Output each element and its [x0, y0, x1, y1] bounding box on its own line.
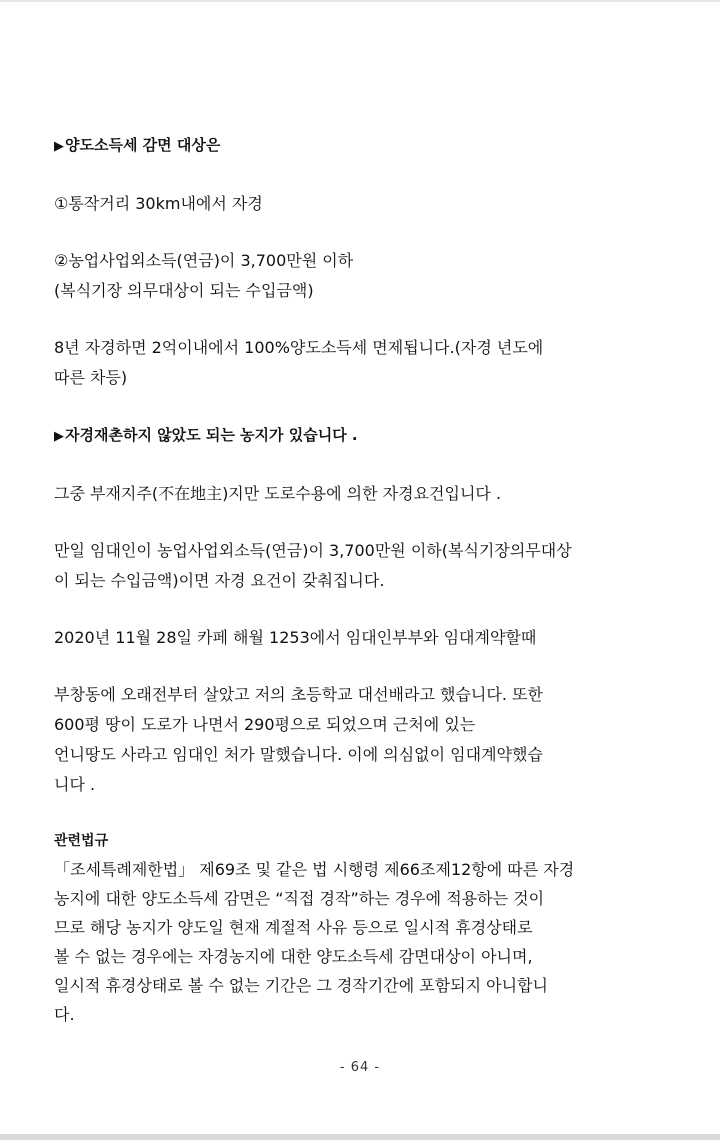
triangle-bullet-icon: ▶ [54, 139, 64, 154]
para-story-line-1: 부창동에 오래전부터 살았고 저의 초등학교 대선배라고 했습니다. 또한 [54, 685, 543, 704]
item-commute-distance: ①통작거리 30km내에서 자경 [54, 194, 263, 213]
para-story-line-2: 600평 땅이 도로가 나면서 290평으로 되었으며 근처에 있는 [54, 715, 476, 734]
item-income-line-2: (복식기장 의무대상이 되는 수입금액) [54, 281, 314, 300]
para-lessor-line-2: 이 되는 수입금액)이면 자경 요건이 갖춰집니다. [54, 571, 385, 590]
triangle-bullet-icon: ▶ [54, 429, 64, 444]
law-line-1: 「조세특례제한법」 제69조 및 같은 법 시행령 제66조제12항에 따른 자경 [54, 860, 575, 879]
law-section-title: 관련법규 [54, 833, 109, 849]
para-story-line-4: 니다 . [54, 775, 96, 794]
para-8years-line-2: 따른 차등) [54, 368, 128, 387]
law-line-6: 다. [54, 1005, 75, 1024]
para-8years-line-1: 8년 자경하면 2억이내에서 100%양도소득세 면제됩니다.(자경 년도에 [54, 338, 544, 357]
heading-text: 양도소득세 감면 대상은 [65, 136, 221, 154]
heading-text: 자경재촌하지 않았도 되는 농지가 있습니다 . [65, 426, 358, 444]
heading-exempt-farmland [54, 420, 644, 452]
page-bottom-edge [0, 1134, 720, 1140]
para-story-line-3: 언니땅도 사라고 임대인 처가 말했습니다. 이에 의심없이 임대계약했습 [54, 745, 543, 764]
law-line-4: 볼 수 없는 경우에는 자경농지에 대한 양도소득세 감면대상이 아니며, [54, 947, 533, 966]
para-contract: 2020년 11월 28일 카페 해월 1253에서 임대인부부와 임대계약할때 [54, 628, 537, 647]
page-number: - 64 - [339, 1060, 381, 1075]
law-line-5: 일시적 휴경상태로 볼 수 없는 기간은 그 경작기간에 포함되지 아니합니 [54, 976, 548, 995]
para-lessor-line-1: 만일 임대인이 농업사업외소득(연금)이 3,700만원 이하(복식기장의무대상 [54, 541, 572, 560]
item-income-line-1: ②농업사업외소득(연금)이 3,700만원 이하 [54, 251, 354, 270]
law-line-2: 농지에 대한 양도소득세 감면은 “직접 경작”하는 경우에 적용하는 것이 [54, 889, 545, 908]
heading-tax-reduction-target [54, 130, 644, 162]
page-content [54, 130, 644, 1029]
law-line-3: 므로 해당 농지가 양도일 현재 계절적 사유 등으로 일시적 휴경상태로 [54, 918, 533, 937]
para-absentee-owner: 그중 부재지주(不在地主)지만 도로수용에 의한 자경요건입니다 . [54, 484, 502, 503]
page-top-edge [0, 0, 720, 2]
